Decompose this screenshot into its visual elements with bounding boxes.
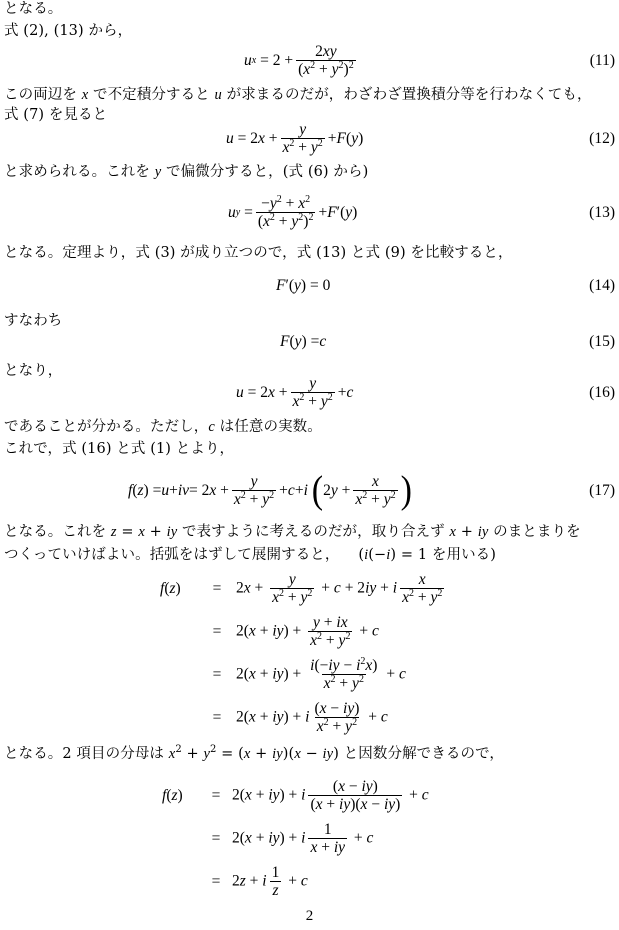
text-line: であることが分かる。ただし，c は任意の実数。 <box>4 419 322 435</box>
equation-14: F ′( y ) = 0 (14) <box>276 277 615 294</box>
equation-12: u = 2 x + $\frac{y}{x^2 + y^2}$ + F ( y ) (12) <box>226 121 615 156</box>
equation-16: u = 2 x + $\frac{y}{x^2 + y^2}$ + c (16) <box>236 375 615 410</box>
page-number: 2 <box>305 908 314 924</box>
text-line: この両辺を x で不定積分すると u が求まるのだが，わざわざ置換積分等を行わなくても， <box>4 87 592 103</box>
align-row: = 2z + i $\frac{1}{z}$ + c <box>211 864 308 899</box>
text-line: となる。これを z = x + iy で表すように考えるのだが，取り合えず x + iy のまとまりを <box>4 524 581 540</box>
align-row: = 2(x + iy) + i $\frac{1}{x + iy}$ + c <box>211 821 374 856</box>
align-row: f(z) = 2(x + iy) + i $\frac{(x - iy)}{(x + iy)(x - iy)}$ + c <box>162 778 429 813</box>
text-line: となる。定理より，式 (3) が成り立つので，式 (13) と式 (9) を比較すると， <box>4 245 513 261</box>
equation-17: f ( z ) = u + iv = 2 x + $\frac{y}{x^2 + y^2}$ + c + i ( 2 y + $\frac{x}{x^2 + y^2}$ ) (17) <box>128 469 615 512</box>
text-line: 式 (7) を見ると <box>4 107 108 123</box>
text-line: となる。 <box>4 1 63 17</box>
text-line: 式 (2), (13) から， <box>4 23 133 39</box>
equation-13: u y = $\frac{-y^2 + x^2}{(x^2 + y^2)^2}$ + F ′( y ) (13) <box>228 194 615 230</box>
align-row: f(z) = 2x + $\frac{y}{x^2 + y^2}$ + c + 2iy + i $\frac{x}{x^2 + y^2}$ <box>160 571 443 606</box>
text-line: すなわち <box>4 313 63 329</box>
text-line: となる。2 項目の分母は $x^2 + y^2 = (x + iy)(x - iy)$ と因数分解できるので， <box>4 744 504 762</box>
align-row: = 2(x + iy) + i $\frac{(x - iy)}{x^2 + y^2}$ + c <box>212 700 388 735</box>
align-row: = 2(x + iy) + $\frac{i(-iy - i^2x)}{x^2 + y^2}$ + c <box>212 656 406 692</box>
equation-15: F ( y ) = c (15) <box>280 333 615 350</box>
text-line: となり， <box>4 363 63 379</box>
text-line: これで，式 (16) と式 (1) とより， <box>4 441 235 457</box>
equation-11: u x = 2 + $\frac{2xy}{(x^2 + y^2)^2}$ (11) <box>244 43 615 78</box>
text-line: と求められる。これを y で偏微分すると，(式 (6) から) <box>4 164 369 180</box>
text-line: つくっていけばよい。括弧をはずして展開すると， (i(−i) = 1 を用いる) <box>4 547 497 563</box>
align-row: = 2(x + iy) + $\frac{y + ix}{x^2 + y^2}$ + c <box>212 614 379 649</box>
